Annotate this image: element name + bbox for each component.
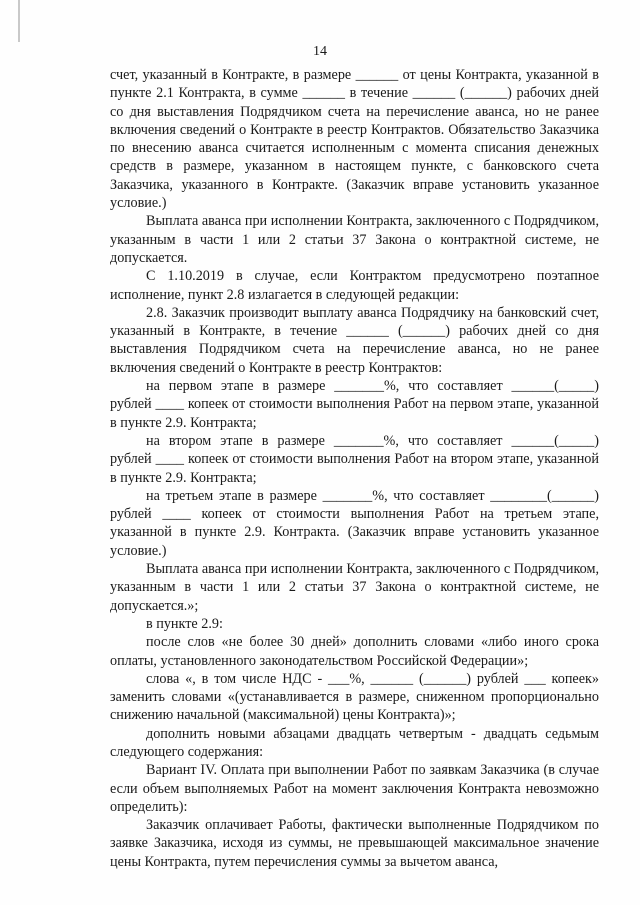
paragraph: Выплата аванса при исполнении Контракта, заключенного с Подрядчиком, указанным в части 1 или 2 статьи 37 Закона о контрактной системе, не допускается.»; bbox=[110, 561, 599, 614]
paragraph: слова «, в том числе НДС - ___%, ______ (______) рублей ___ копеек» заменить словами «(устанавливается в размере, сниженном пропорционально снижению начальной (максимальной) цены Контракта)»; bbox=[110, 670, 599, 724]
paragraph: на третьем этапе в размере _______%, что составляет ________(______) рублей ____ копеек от стоимости выполнения Работ на третьем этапе, указанной в пункте 2.9. Контракта. (Заказчик вправе установить указанное условие.) bbox=[110, 487, 599, 559]
paragraph: на первом этапе в размере _______%, что составляет ______(_____) рублей ____ копеек от стоимости выполнения Работ на первом этапе, указанной в пункте 2.9. Контракта; bbox=[110, 378, 599, 431]
paragraph: Заказчик оплачивает Работы, фактически выполненные Подрядчиком по заявке Заказчика, исходя из суммы, не превышающей максимальное значение цены Контракта, путем перечисления суммы за вычетом аванса, bbox=[110, 817, 599, 870]
paragraph: после слов «не более 30 дней» дополнить словами «либо иного срока оплаты, установленного законодательством Российской Федерации»; bbox=[110, 634, 599, 669]
paragraph: на втором этапе в размере _______%, что составляет ______(_____) рублей ____ копеек от стоимости выполнения Работ на втором этапе, указанной в пункте 2.9. Контракта; bbox=[110, 432, 599, 486]
paragraph: Выплата аванса при исполнении Контракта, заключенного с Подрядчиком, указанным в части 1 или 2 статьи 37 Закона о контрактной системе, не допускается. bbox=[110, 213, 599, 266]
paragraph: в пункте 2.9: bbox=[146, 615, 223, 632]
page-number: 14 bbox=[313, 44, 327, 59]
body-text bbox=[110, 66, 599, 871]
paragraph: С 1.10.2019 в случае, если Контрактом предусмотрено поэтапное исполнение, пункт 2.8 излагается в следующей редакции: bbox=[110, 268, 599, 303]
scan-edge-mark bbox=[18, 0, 20, 42]
paragraph: 2.8. Заказчик производит выплату аванса Подрядчику на банковский счет, указанный в Контракте, в течение ______ (______) рабочих дней со дня выставления Подрядчиком счета на перечисление аванса, но не ранее включения сведений о Контракте в реестр Контрактов: bbox=[110, 304, 599, 376]
paragraph: Вариант IV. Оплата при выполнении Работ по заявкам Заказчика (в случае если объем выполняемых Работ на момент заключения Контракта невозможно определить): bbox=[110, 762, 599, 815]
paragraph: дополнить новыми абзацами двадцать четвертым - двадцать седьмым следующего содержания: bbox=[110, 725, 599, 760]
paragraph: счет, указанный в Контракте, в размере ______ от цены Контракта, указанной в пункте 2.1 Контракта, в сумме ______ в течение ______ (______) рабочих дней со дня выставления Подрядчиком счета на перечисление аванса, но не ранее включения сведений о Контракте в реестр Контрактов. Обязательство Заказчика по внесению аванса считается исполненным с момента списания денежных средств в размере, указанном в настоящем пункте, с банковского счета Заказчика, указанного в Контракте. (Заказчик вправе установить указанное условие.) bbox=[110, 67, 599, 212]
